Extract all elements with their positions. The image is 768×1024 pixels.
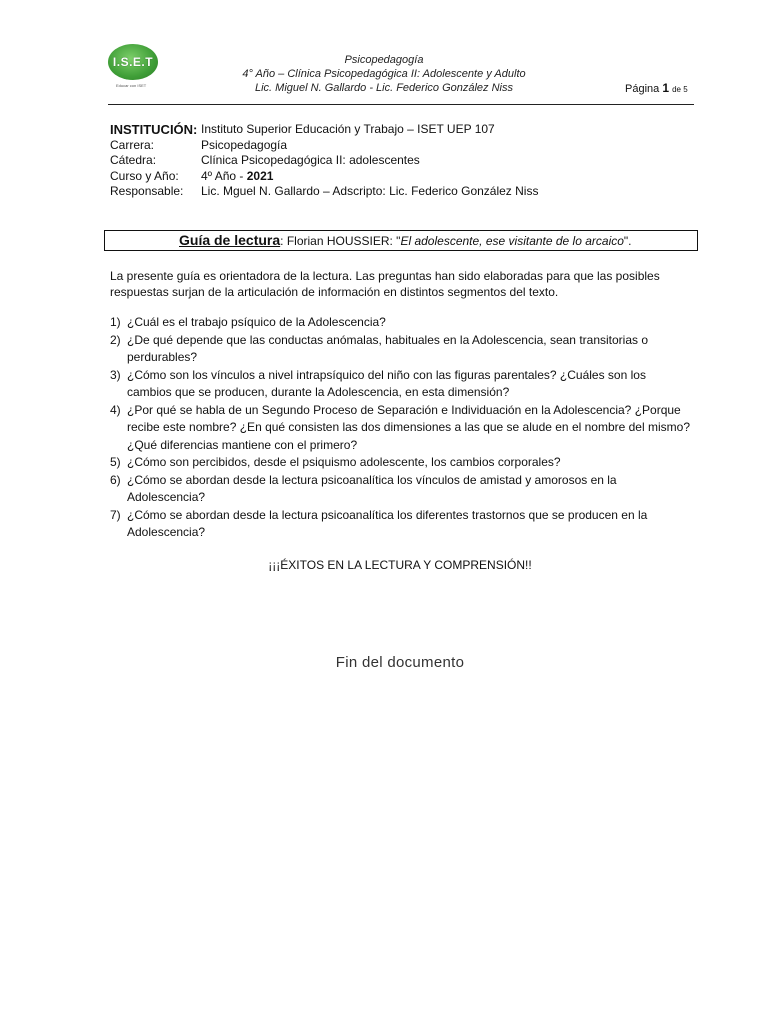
guide-end: ". — [623, 234, 632, 248]
question-text: ¿Cómo se abordan desde la lectura psicoanalítica los vínculos de amistad y amorosos en la Adolescencia? — [127, 472, 617, 504]
question-text: ¿De qué depende que las conductas anómalas, habituales en la Adolescencia, sean transitorias o perdurables? — [127, 332, 649, 364]
header-course: 4° Año – Clínica Psicopedagógica II: Adolescente y Adulto — [242, 68, 526, 80]
question-text: ¿Cómo son percibidos, desde el psiquismo adolescente, los cambios corporales? — [127, 455, 561, 469]
page-number — [625, 81, 688, 95]
question-text: ¿Por qué se habla de un Segundo Proceso de Separación e Individuación en la Adolescencia? ¿Porque recibe este nombre? ¿En qué consisten las dos dimensiones a las que se alude en el nombre del mismo? ¿Qué diferencias mantiene con el primero? — [127, 402, 690, 452]
curso-year: 2021 — [246, 168, 274, 183]
question-number: 2) — [110, 332, 121, 347]
institucion-label: INSTITUCIÓN: — [110, 122, 198, 137]
question-item — [110, 454, 690, 472]
question-text: ¿Cómo son los vínculos a nivel intrapsíquico del niño con las figuras parentales? ¿Cuáles son los cambios que se producen, durante la Adolescencia, en esta dimensión? — [127, 367, 646, 399]
closing-message: ¡¡¡ÉXITOS EN LA LECTURA Y COMPRENSIÓN!! — [268, 558, 532, 572]
info-row-responsable — [110, 184, 538, 200]
curso-value — [201, 169, 273, 185]
responsable-label: Responsable: — [110, 184, 184, 198]
info-row-curso — [110, 169, 538, 185]
question-number: 5) — [110, 455, 121, 469]
header-teachers: Lic. Miguel N. Gallardo - Lic. Federico González Niss — [255, 82, 513, 94]
responsable-value: Lic. Mguel N. Gallardo – Adscripto: Lic. Federico González Niss — [201, 184, 539, 198]
page-label: Página — [625, 83, 660, 95]
guide-author: : Florian HOUSSIER: " — [280, 234, 401, 248]
question-number: 3) — [110, 367, 121, 382]
institucion-value: Instituto Superior Educación y Trabajo – ISET UEP 107 — [201, 122, 495, 136]
info-block — [110, 122, 538, 200]
question-number: 1) — [110, 315, 121, 329]
question-list — [110, 314, 690, 542]
info-row-institucion — [110, 122, 538, 138]
question-number: 4) — [110, 402, 121, 417]
question-item — [110, 367, 690, 402]
curso-text: 4º Año - — [201, 168, 247, 183]
end-of-document: Fin del documento — [335, 654, 465, 671]
carrera-value: Psicopedagogía — [201, 137, 288, 152]
info-row-carrera — [110, 138, 538, 154]
info-row-catedra — [110, 153, 538, 169]
logo-text: I.S.E.T — [112, 55, 154, 69]
logo-tagline: Educar con ISET — [116, 83, 147, 88]
intro-paragraph: La presente guía es orientadora de la lectura. Las preguntas han sido elaboradas para que las posibles respuestas surjan de la articulación de información en distintos segmentos del texto. — [110, 269, 660, 299]
catedra-label: Cátedra: — [110, 153, 157, 167]
question-item — [110, 507, 690, 542]
page-current: 1 — [662, 81, 670, 95]
question-item — [110, 402, 690, 455]
guide-work: El adolescente, ese visitante de lo arcaico — [400, 234, 624, 248]
question-number: 6) — [110, 472, 121, 487]
question-text: ¿Cómo se abordan desde la lectura psicoanalítica los diferentes trastornos que se producen en la Adolescencia? — [127, 507, 648, 539]
question-item — [110, 472, 690, 507]
header-subject: Psicopedagogía — [344, 54, 424, 66]
catedra-value: Clínica Psicopedagógica II: adolescentes — [201, 153, 420, 167]
question-text: ¿Cuál es el trabajo psíquico de la Adolescencia? — [127, 315, 386, 329]
header-rule — [108, 104, 694, 105]
page-total: de 5 — [672, 85, 688, 94]
curso-label: Curso y Año: — [110, 168, 179, 183]
question-item — [110, 314, 690, 332]
question-number: 7) — [110, 507, 121, 522]
carrera-label: Carrera: — [110, 137, 155, 152]
guide-title-box — [104, 230, 698, 251]
question-item — [110, 332, 690, 367]
guide-title: Guía de lectura — [179, 232, 281, 248]
